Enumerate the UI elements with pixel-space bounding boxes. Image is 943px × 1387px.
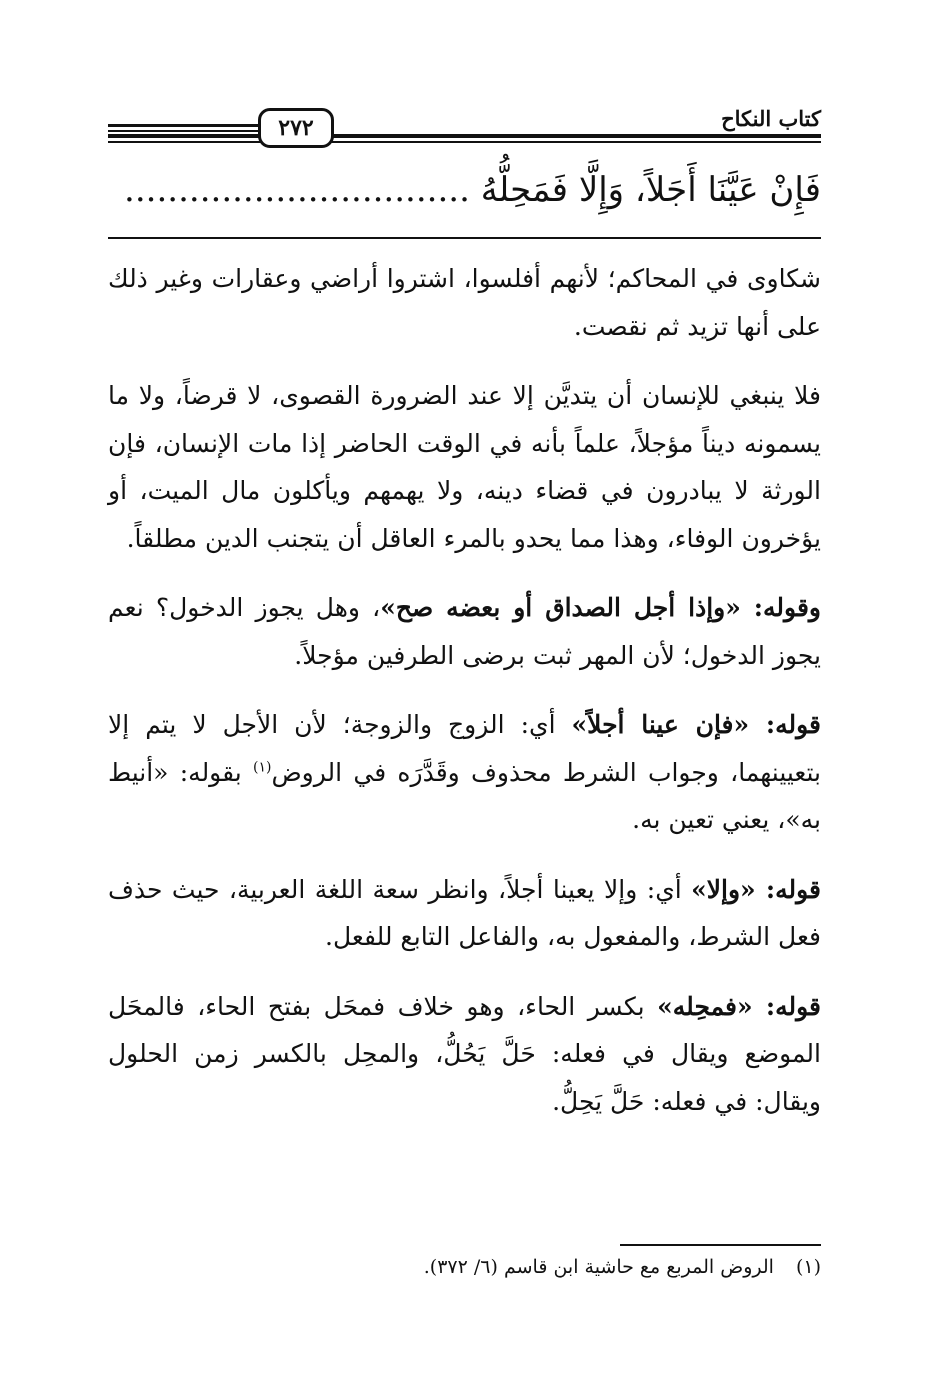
paragraph <box>108 584 821 679</box>
paragraph <box>108 255 821 350</box>
commentary-body <box>108 255 821 1147</box>
paragraph <box>108 372 821 562</box>
paragraph-text: بقوله: «أنيط به»، يعني تعين به. <box>108 757 821 834</box>
footnote <box>108 1250 821 1284</box>
matn-separator <box>108 237 821 239</box>
paragraph-lead: قوله: «فإن عينا أجلاً» <box>571 710 821 739</box>
footnote-reference[interactable]: (١) <box>252 759 272 776</box>
footnote-number: (١) <box>795 1256 821 1278</box>
footnote-text: الروض المربع مع حاشية ابن قاسم (٦/ ٣٧٢). <box>423 1256 774 1278</box>
page-number-badge: ٢٧٢ <box>258 108 334 148</box>
header-rule-thin <box>108 141 821 143</box>
paragraph-text: أي: الزوج والزوجة؛ لأن الأجل لا يتم إلا بتعيينهما، وجواب الشرط محذوف وقَدَّرَه في الروض <box>108 710 821 787</box>
header-rule-thick <box>108 134 821 138</box>
paragraph-lead: قوله: «وإلا» <box>691 874 821 904</box>
running-header <box>108 100 821 148</box>
footnote-separator <box>620 1244 821 1246</box>
paragraph-text: أي: وإلا يعينا أجلاً، وانظر سعة اللغة العربية، حيث حذف فعل الشرط، والمفعول به، والفاعل التابع للفعل. <box>108 874 821 951</box>
paragraph-text: بكسر الحاء، وهو خلاف فمحَل بفتح الحاء، فالمحَل الموضع ويقال في فعله: حَلَّ يَحُلُّ، والمحِل بالكسر زمن الحلول ويقال: في فعله: حَلَّ يَحِلُّ. <box>108 991 821 1116</box>
header-rule-left <box>108 124 258 127</box>
book-title: كتاب النكاح <box>721 106 821 131</box>
header-rule-left-thin <box>108 130 258 132</box>
paragraph <box>108 701 821 844</box>
paragraph-text: شكاوى في المحاكم؛ لأنهم أفلسوا، اشتروا أراضي وعقارات وغير ذلك على أنها تزيد ثم نقصت. <box>108 264 821 341</box>
paragraph <box>108 983 821 1126</box>
paragraph-text: فلا ينبغي للإنسان أن يتديَّن إلا عند الضرورة القصوى، لا قرضاً، ولا ما يسمونه ديناً مؤجلاً، علماً بأنه في الوقت الحاضر إذا مات الإنسان، فإن الورثة لا يبادرون في قضاء دينه، ولا يهمهم ويأكلون مال الميت، أو يؤخرون الوفاء، وهذا مما يحدو بالمرء العاقل أن يتجنب الدين مطلقاً. <box>108 381 821 553</box>
paragraph-lead: قوله: «فمحِله» <box>657 991 821 1021</box>
paragraph-lead: وقوله: «وإذا أجل الصداق أو بعضه صح» <box>380 593 821 622</box>
matn-text: فَإِنْ عَيَّنَا أَجَلاً، وَإِلَّا فَمَحِلُّهُ ................................ <box>124 170 821 210</box>
paragraph <box>108 866 821 961</box>
paragraph-text: ، وهل يجوز الدخول؟ نعم يجوز الدخول؛ لأن المهر ثبت برضى الطرفين مؤجلاً. <box>108 593 821 670</box>
